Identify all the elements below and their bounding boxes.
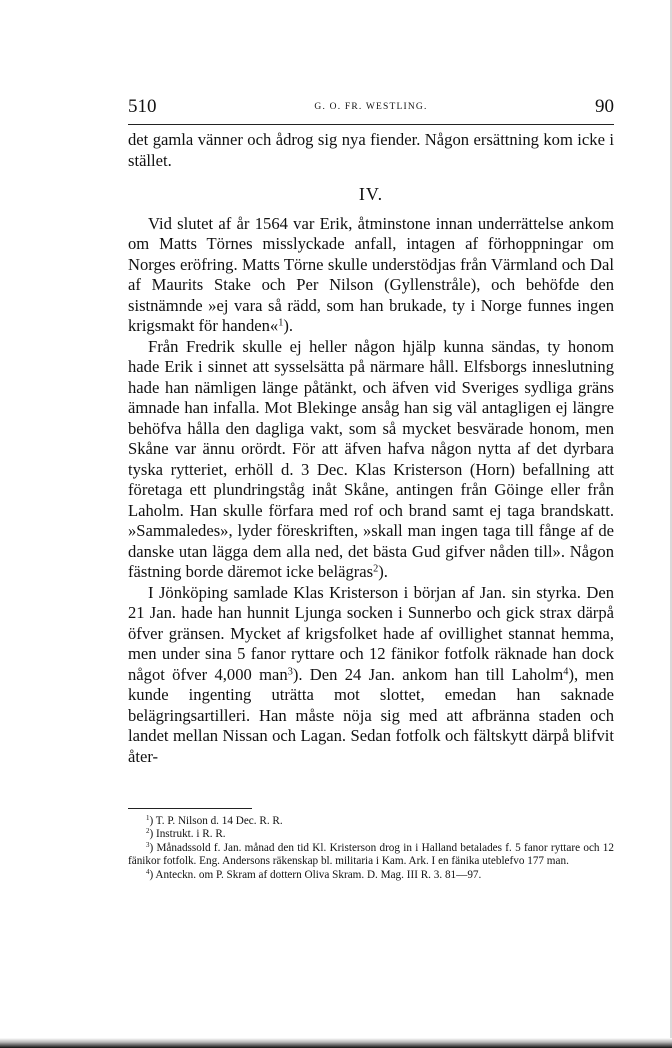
paragraph-2: [128, 337, 614, 583]
paragraph-2-end: ).: [378, 562, 388, 581]
footnote-ref-1[interactable]: 1: [278, 317, 284, 329]
paragraph-3-text-c: ), men kunde ingenting uträtta mot slottet, emedan han saknade belägringsartilleri. Han måste nöja sig med att afbränna staden och landet mellan Nissan och Lagan. Sedan fotfolk och fältskytt därpå blifvit åter-: [128, 664, 614, 766]
section-heading: IV.: [358, 184, 384, 204]
body-text: [128, 130, 614, 767]
paragraph-1: [128, 214, 614, 337]
paragraph-3-text-a: I Jönköping samlade Klas Kristerson i början af Jan. sin styrka. Den 21 Jan. hade han hunnit Ljunga socken i Sunnerbo och gick strax därpå öfver gränsen. Mycket af krigsfolket hade af ovillighet stannat hemma, men under sina 5 fanor ryttare och 12 fänikor fotfolk räknade han dock något öfver 4,000 man: [128, 582, 614, 684]
footnote-mark: 2: [146, 827, 150, 836]
footnote-3: [128, 842, 614, 869]
footnote-2: [128, 828, 614, 841]
footnote-mark: 3: [146, 841, 150, 849]
footnote-text: ) T. P. Nilson d. 14 Dec. R. R.: [149, 815, 283, 827]
footnote-text: ) Anteckn. om P. Skram af dottern Oliva Skram. D. Mag. III R. 3. 81—97.: [149, 868, 482, 881]
footnote-1: [128, 815, 614, 828]
footnote-text: ) Instrukt. i R. R.: [149, 828, 226, 841]
continuation-paragraph: det gamla vänner och ådrog sig nya fiender. Någon ersättning kom icke i stället.: [128, 130, 614, 170]
paragraph-1-text: Vid slutet af år 1564 var Erik, åtminstone innan underrättelse ankom om Matts Törnes misslyckade anfall, intagen af förhoppningar om Norges eröfring. Matts Törne skulle understödjas från Värmland och Dal af Maurits Stake och Per Nilson (Gyllenstråle), och behöfde den sistnämnde »ej vara så rädd, som han brukade, ty i Norge funnes ingen krigsmakt för handen«: [128, 213, 614, 335]
page-number-right: 90: [595, 96, 614, 117]
paragraph-3-text-b: ). Den 24 Jan. ankom han till Laholm: [292, 664, 564, 684]
page-number-left: 510: [128, 96, 157, 117]
footnote-ref-2[interactable]: 2: [373, 563, 379, 575]
paragraph-3: [128, 583, 614, 768]
page-header: [128, 96, 614, 120]
footnote-4: [128, 869, 614, 882]
running-title: G. O. FR. WESTLING.: [314, 102, 428, 112]
footnote-ref-4[interactable]: 4: [563, 665, 569, 677]
footnote-ref-3[interactable]: 3: [287, 665, 293, 677]
paragraph-1-end: ).: [283, 316, 294, 335]
footnote-mark: 4: [146, 867, 150, 876]
page-bottom-shadow: [0, 1038, 672, 1048]
footnote-mark: 1: [146, 814, 150, 823]
footnotes: [128, 815, 614, 882]
paragraph-2-text: Från Fredrik skulle ej heller någon hjälp kunna sändas, ty honom hade Erik i sinnet att sysselsätta på närmare håll. Elfsborgs inneslutning hade han nämligen länge påtänkt, och äfven vid Sveriges sydliga gräns ämnade han infalla. Mot Blekinge ansåg han sig väl antagligen ej längre behöfva hålla den dagliga vakt, som så mycket besvärade honom, men Skåne var ännu orördt. För att äfven hafva någon nytta af det dyrbara tyska rytteriet, erhöll d. 3 Dec. Klas Kristerson (Horn) befallning att företaga ett plundringståg inåt Skåne, antingen från Göinge eller från Laholm. Han skulle förfara med rof och brand samt ej taga brandskatt. »Sammaledes», lyder föreskriften, »skall man ingen taga till fånge af de danske utan lägga dem alla ned, det bästa Gud gifver nåden till». Någon fästning borde däremot icke belägras: [128, 336, 614, 581]
footnote-rule: [128, 808, 252, 809]
footnote-text: ) Månadssold f. Jan. månad den tid Kl. Kristerson drog in i Halland betalades f. 5 fanor ryttare och 12 fänikor fotfolk. Eng. Andersons räkenskap bl. militaria i Kam. Ark. I en fänika uteblefvo 177 man.: [128, 841, 614, 868]
header-rule: [128, 124, 614, 125]
